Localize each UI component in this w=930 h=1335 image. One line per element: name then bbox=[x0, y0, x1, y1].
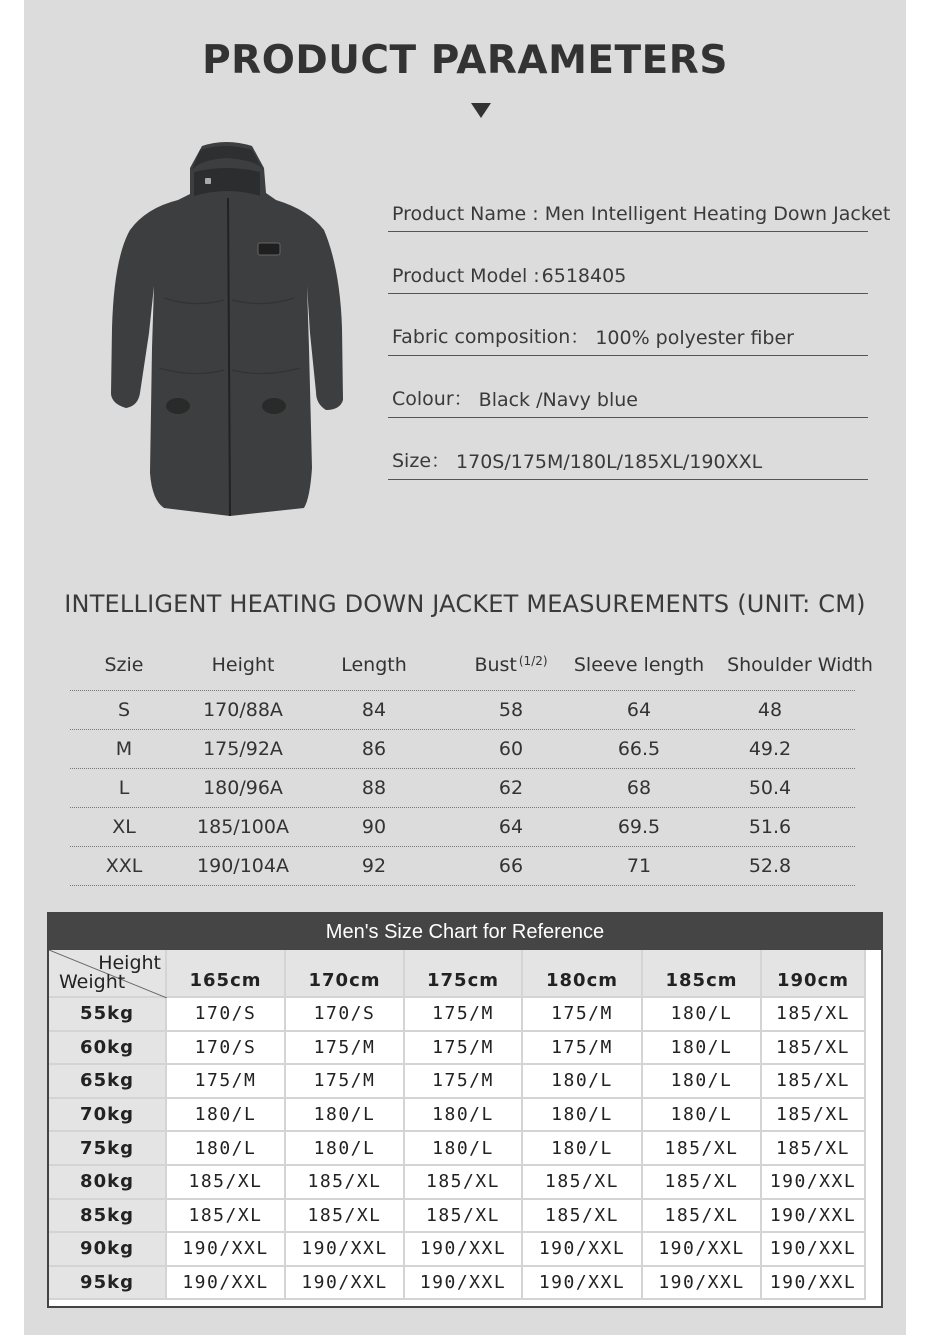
measurement-cell: 52.8 bbox=[748, 855, 792, 877]
weight-label: 90kg bbox=[49, 1233, 167, 1267]
size-cell: 175/M bbox=[523, 998, 643, 1032]
header-height: Height bbox=[211, 654, 275, 676]
size-cell: 170/S bbox=[167, 1032, 286, 1066]
height-header: 165cm bbox=[167, 950, 286, 998]
corner-height-label: Height bbox=[98, 952, 161, 974]
spec-label: Colour： bbox=[392, 388, 473, 410]
weight-label: 55kg bbox=[49, 998, 167, 1032]
size-cell: 190/XXL bbox=[286, 1267, 405, 1301]
size-cell: 180/L bbox=[286, 1099, 405, 1133]
size-cell: 170/S bbox=[167, 998, 286, 1032]
size-cell: 180/L bbox=[405, 1099, 523, 1133]
spec-fabric bbox=[388, 294, 868, 356]
measurement-cell: 62 bbox=[498, 777, 524, 799]
size-cell: 180/L bbox=[523, 1065, 643, 1099]
measurement-cell: 71 bbox=[626, 855, 652, 877]
size-cell: 180/L bbox=[643, 1099, 762, 1133]
header-bust-sup: (1/2) bbox=[518, 654, 548, 668]
measurement-cell: 58 bbox=[498, 699, 524, 721]
spec-colour bbox=[388, 356, 868, 418]
measurements-title: INTELLIGENT HEATING DOWN JACKET MEASUREMENTS (UNIT: CM) bbox=[64, 590, 866, 618]
size-cell: 185/XL bbox=[643, 1200, 762, 1234]
size-cell: 185/XL bbox=[286, 1166, 405, 1200]
measurement-cell: XXL bbox=[105, 855, 143, 877]
spec-product-model bbox=[388, 232, 868, 294]
size-cell: 180/L bbox=[286, 1132, 405, 1166]
size-cell: 185/XL bbox=[167, 1200, 286, 1234]
size-cell: 180/L bbox=[167, 1132, 286, 1166]
measurement-cell: 84 bbox=[361, 699, 387, 721]
spec-value: 6518405 bbox=[541, 265, 627, 287]
weight-label: 85kg bbox=[49, 1200, 167, 1234]
product-specs bbox=[388, 170, 891, 480]
size-cell: 190/XXL bbox=[643, 1233, 762, 1267]
measurement-cell: 64 bbox=[498, 816, 524, 838]
measurement-cell: 51.6 bbox=[748, 816, 792, 838]
corner-weight-label: Weight bbox=[59, 971, 126, 993]
measurement-cell: 175/92A bbox=[203, 738, 283, 760]
size-cell: 180/L bbox=[523, 1099, 643, 1133]
measurement-cell: 185/100A bbox=[197, 816, 289, 838]
measurement-cell: 190/104A bbox=[197, 855, 289, 877]
page-title: PRODUCT PARAMETERS bbox=[202, 38, 728, 83]
size-cell: 180/L bbox=[167, 1099, 286, 1133]
weight-label: 70kg bbox=[49, 1099, 167, 1133]
height-header: 175cm bbox=[405, 950, 523, 998]
measurements-row bbox=[70, 808, 855, 847]
size-cell: 185/XL bbox=[762, 1032, 866, 1066]
size-cell: 190/XXL bbox=[762, 1200, 866, 1234]
spec-value: 170S/175M/180L/185XL/190XXL bbox=[456, 451, 763, 473]
size-cell: 185/XL bbox=[405, 1200, 523, 1234]
measurement-cell: 66.5 bbox=[617, 738, 661, 760]
measurement-cell: 48 bbox=[757, 699, 783, 721]
size-cell: 180/L bbox=[523, 1132, 643, 1166]
measurement-cell: 180/96A bbox=[203, 777, 283, 799]
header-size: Szie bbox=[104, 654, 144, 676]
spec-label: Product Model : bbox=[392, 265, 540, 287]
size-cell: 175/M bbox=[286, 1065, 405, 1099]
measurements-header-row bbox=[70, 640, 873, 691]
header-sleeve: Sleeve length bbox=[573, 654, 705, 676]
measurement-cell: 64 bbox=[626, 699, 652, 721]
spec-label: Fabric composition： bbox=[392, 326, 590, 348]
spec-value: Men Intelligent Heating Down Jacket bbox=[544, 203, 891, 225]
size-cell: 190/XXL bbox=[523, 1267, 643, 1301]
measurement-cell: M bbox=[115, 738, 133, 760]
spec-size bbox=[388, 418, 868, 480]
measurement-cell: XL bbox=[112, 816, 136, 838]
height-header: 180cm bbox=[523, 950, 643, 998]
measurement-cell: 90 bbox=[361, 816, 387, 838]
header-bust-label: Bust bbox=[474, 654, 517, 676]
size-cell: 190/XXL bbox=[643, 1267, 762, 1301]
weight-label: 75kg bbox=[49, 1132, 167, 1166]
size-cell: 185/XL bbox=[405, 1166, 523, 1200]
height-header: 185cm bbox=[643, 950, 762, 998]
size-cell: 185/XL bbox=[762, 1065, 866, 1099]
size-cell: 185/XL bbox=[523, 1200, 643, 1234]
size-cell: 185/XL bbox=[643, 1166, 762, 1200]
size-cell: 185/XL bbox=[762, 1132, 866, 1166]
size-cell: 185/XL bbox=[167, 1166, 286, 1200]
size-chart bbox=[47, 912, 883, 1308]
size-cell: 175/M bbox=[286, 1032, 405, 1066]
weight-label: 65kg bbox=[49, 1065, 167, 1099]
header-length: Length bbox=[341, 654, 407, 676]
size-cell: 190/XXL bbox=[762, 1233, 866, 1267]
corner-cell bbox=[49, 950, 167, 998]
measurements-row bbox=[70, 730, 855, 769]
size-cell: 175/M bbox=[523, 1032, 643, 1066]
weight-label: 80kg bbox=[49, 1166, 167, 1200]
size-cell: 180/L bbox=[643, 998, 762, 1032]
measurement-cell: 50.4 bbox=[748, 777, 792, 799]
measurements-row bbox=[70, 769, 855, 808]
size-cell: 170/S bbox=[286, 998, 405, 1032]
spec-product-name bbox=[388, 170, 891, 232]
size-cell: 190/XXL bbox=[405, 1233, 523, 1267]
size-chart-title: Men's Size Chart for Reference bbox=[49, 914, 881, 950]
spec-label: Size： bbox=[392, 450, 451, 472]
size-cell: 190/XXL bbox=[762, 1166, 866, 1200]
size-cell: 180/L bbox=[405, 1132, 523, 1166]
header-shoulder: Shoulder Width bbox=[727, 654, 873, 676]
size-cell: 175/M bbox=[405, 998, 523, 1032]
size-cell: 185/XL bbox=[643, 1132, 762, 1166]
height-header: 190cm bbox=[762, 950, 866, 998]
measurement-cell: 60 bbox=[498, 738, 524, 760]
size-cell: 190/XXL bbox=[286, 1233, 405, 1267]
size-cell: 190/XXL bbox=[405, 1267, 523, 1301]
size-cell: 190/XXL bbox=[167, 1267, 286, 1301]
down-arrow-icon bbox=[471, 103, 491, 118]
size-cell: 175/M bbox=[167, 1065, 286, 1099]
measurement-cell: 68 bbox=[626, 777, 652, 799]
height-header: 170cm bbox=[286, 950, 405, 998]
weight-label: 60kg bbox=[49, 1032, 167, 1066]
size-cell: 190/XXL bbox=[762, 1267, 866, 1301]
measurement-cell: 86 bbox=[361, 738, 387, 760]
size-cell: 175/M bbox=[405, 1032, 523, 1066]
spec-value: Black /Navy blue bbox=[478, 389, 638, 411]
spec-label: Product Name : bbox=[392, 203, 539, 225]
measurement-cell: L bbox=[118, 777, 130, 799]
size-cell: 190/XXL bbox=[523, 1233, 643, 1267]
size-cell: 180/L bbox=[643, 1065, 762, 1099]
size-chart-grid bbox=[49, 950, 881, 1300]
size-cell: 180/L bbox=[643, 1032, 762, 1066]
measurement-cell: 66 bbox=[498, 855, 524, 877]
size-cell: 185/XL bbox=[286, 1200, 405, 1234]
size-cell: 175/M bbox=[405, 1065, 523, 1099]
size-cell: 185/XL bbox=[762, 998, 866, 1032]
jacket-image bbox=[104, 138, 349, 528]
spec-value: 100% polyester fiber bbox=[595, 327, 794, 349]
size-cell: 190/XXL bbox=[167, 1233, 286, 1267]
measurement-cell: 170/88A bbox=[203, 699, 283, 721]
measurement-cell: 69.5 bbox=[617, 816, 661, 838]
measurements-row bbox=[70, 691, 855, 730]
measurements-table bbox=[70, 640, 873, 886]
size-cell: 185/XL bbox=[762, 1099, 866, 1133]
header-bust bbox=[440, 640, 582, 690]
size-cell: 185/XL bbox=[523, 1166, 643, 1200]
measurement-cell: 49.2 bbox=[748, 738, 792, 760]
measurement-cell: 88 bbox=[361, 777, 387, 799]
measurement-cell: 92 bbox=[361, 855, 387, 877]
weight-label: 95kg bbox=[49, 1267, 167, 1301]
measurements-row bbox=[70, 847, 855, 886]
measurement-cell: S bbox=[117, 699, 131, 721]
